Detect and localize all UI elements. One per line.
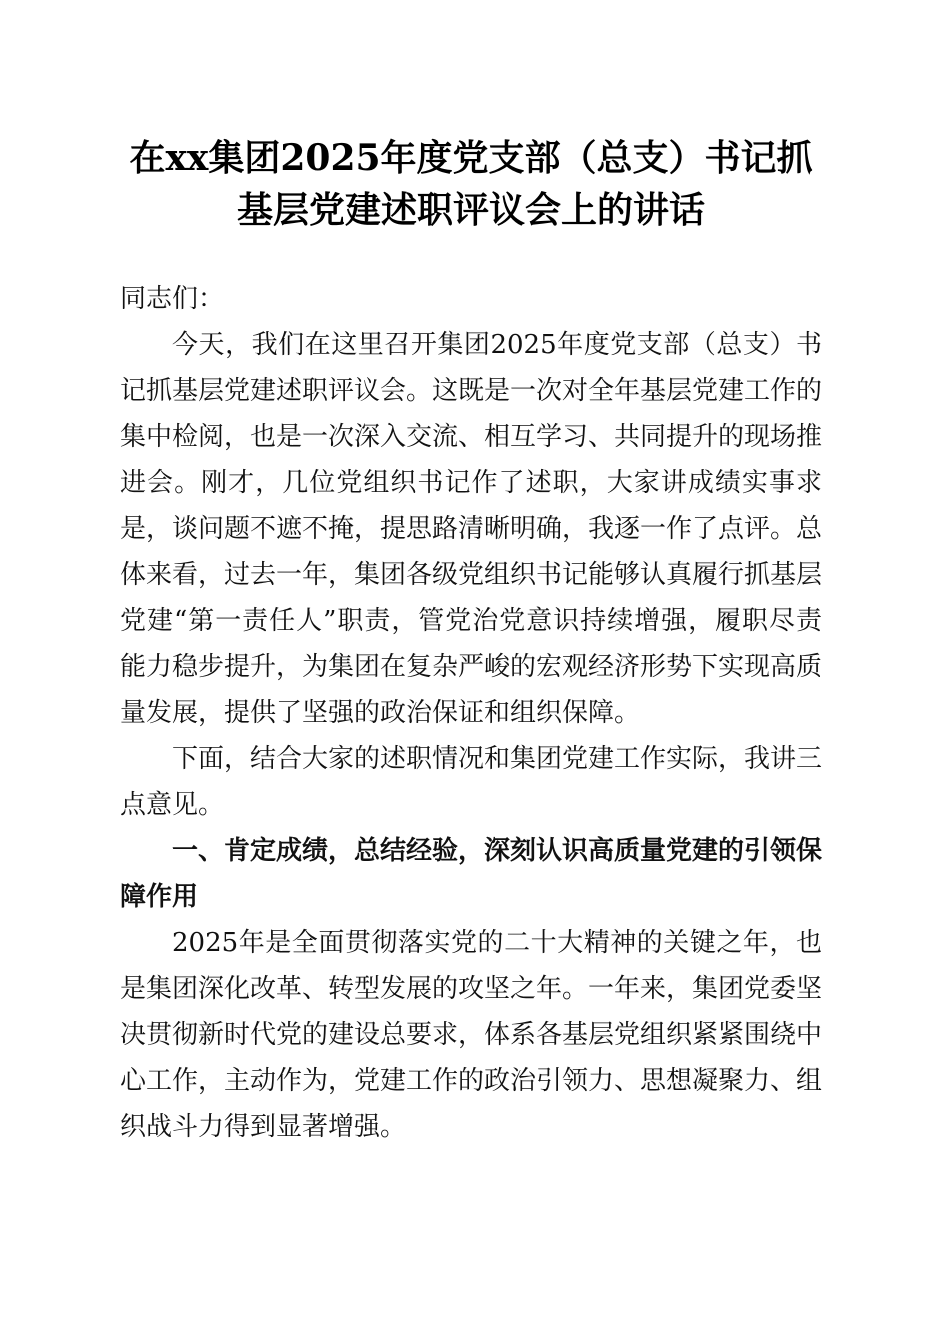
salutation: 同志们： xyxy=(120,284,225,314)
document-title: 在xx集团2025年度党支部（总支）书记抓基层党建述职评议会上的讲话 xyxy=(129,137,813,231)
paragraph-section-1: 2025年是全面贯彻落实党的二十大精神的关键之年，也是集团深化改革、转型发展的攻坚之年。一年来，集团党委坚决贯彻新时代党的建设总要求，体系各基层党组织紧紧围绕中心工作，主动作为，党建工作的政治引领力、思想凝聚力、组织战斗力得到显著增强。 xyxy=(120,928,823,1142)
document-content xyxy=(120,132,822,1150)
document-body xyxy=(120,276,822,1150)
paragraph-opening: 今天，我们在这里召开集团2025年度党支部（总支）书记抓基层党建述职评议会。这既是一次对全年基层党建工作的集中检阅，也是一次深入交流、相互学习、共同提升的现场推进会。刚才，几位党组织书记作了述职，大家讲成绩实事求是，谈问题不遮不掩，提思路清晰明确，我逐一作了点评。总体来看，过去一年，集团各级党组织书记能够认真履行抓基层党建“第一责任人”职责，管党治党意识持续增强，履职尽责能力稳步提升，为集团在复杂严峻的宏观经济形势下实现高质量发展，提供了坚强的政治保证和组织保障。 xyxy=(120,330,823,728)
section-heading-1: 一、肯定成绩，总结经验，深刻认识高质量党建的引领保障作用 xyxy=(120,836,823,912)
paragraph-transition: 下面，结合大家的述职情况和集团党建工作实际，我讲三点意见。 xyxy=(120,744,823,820)
